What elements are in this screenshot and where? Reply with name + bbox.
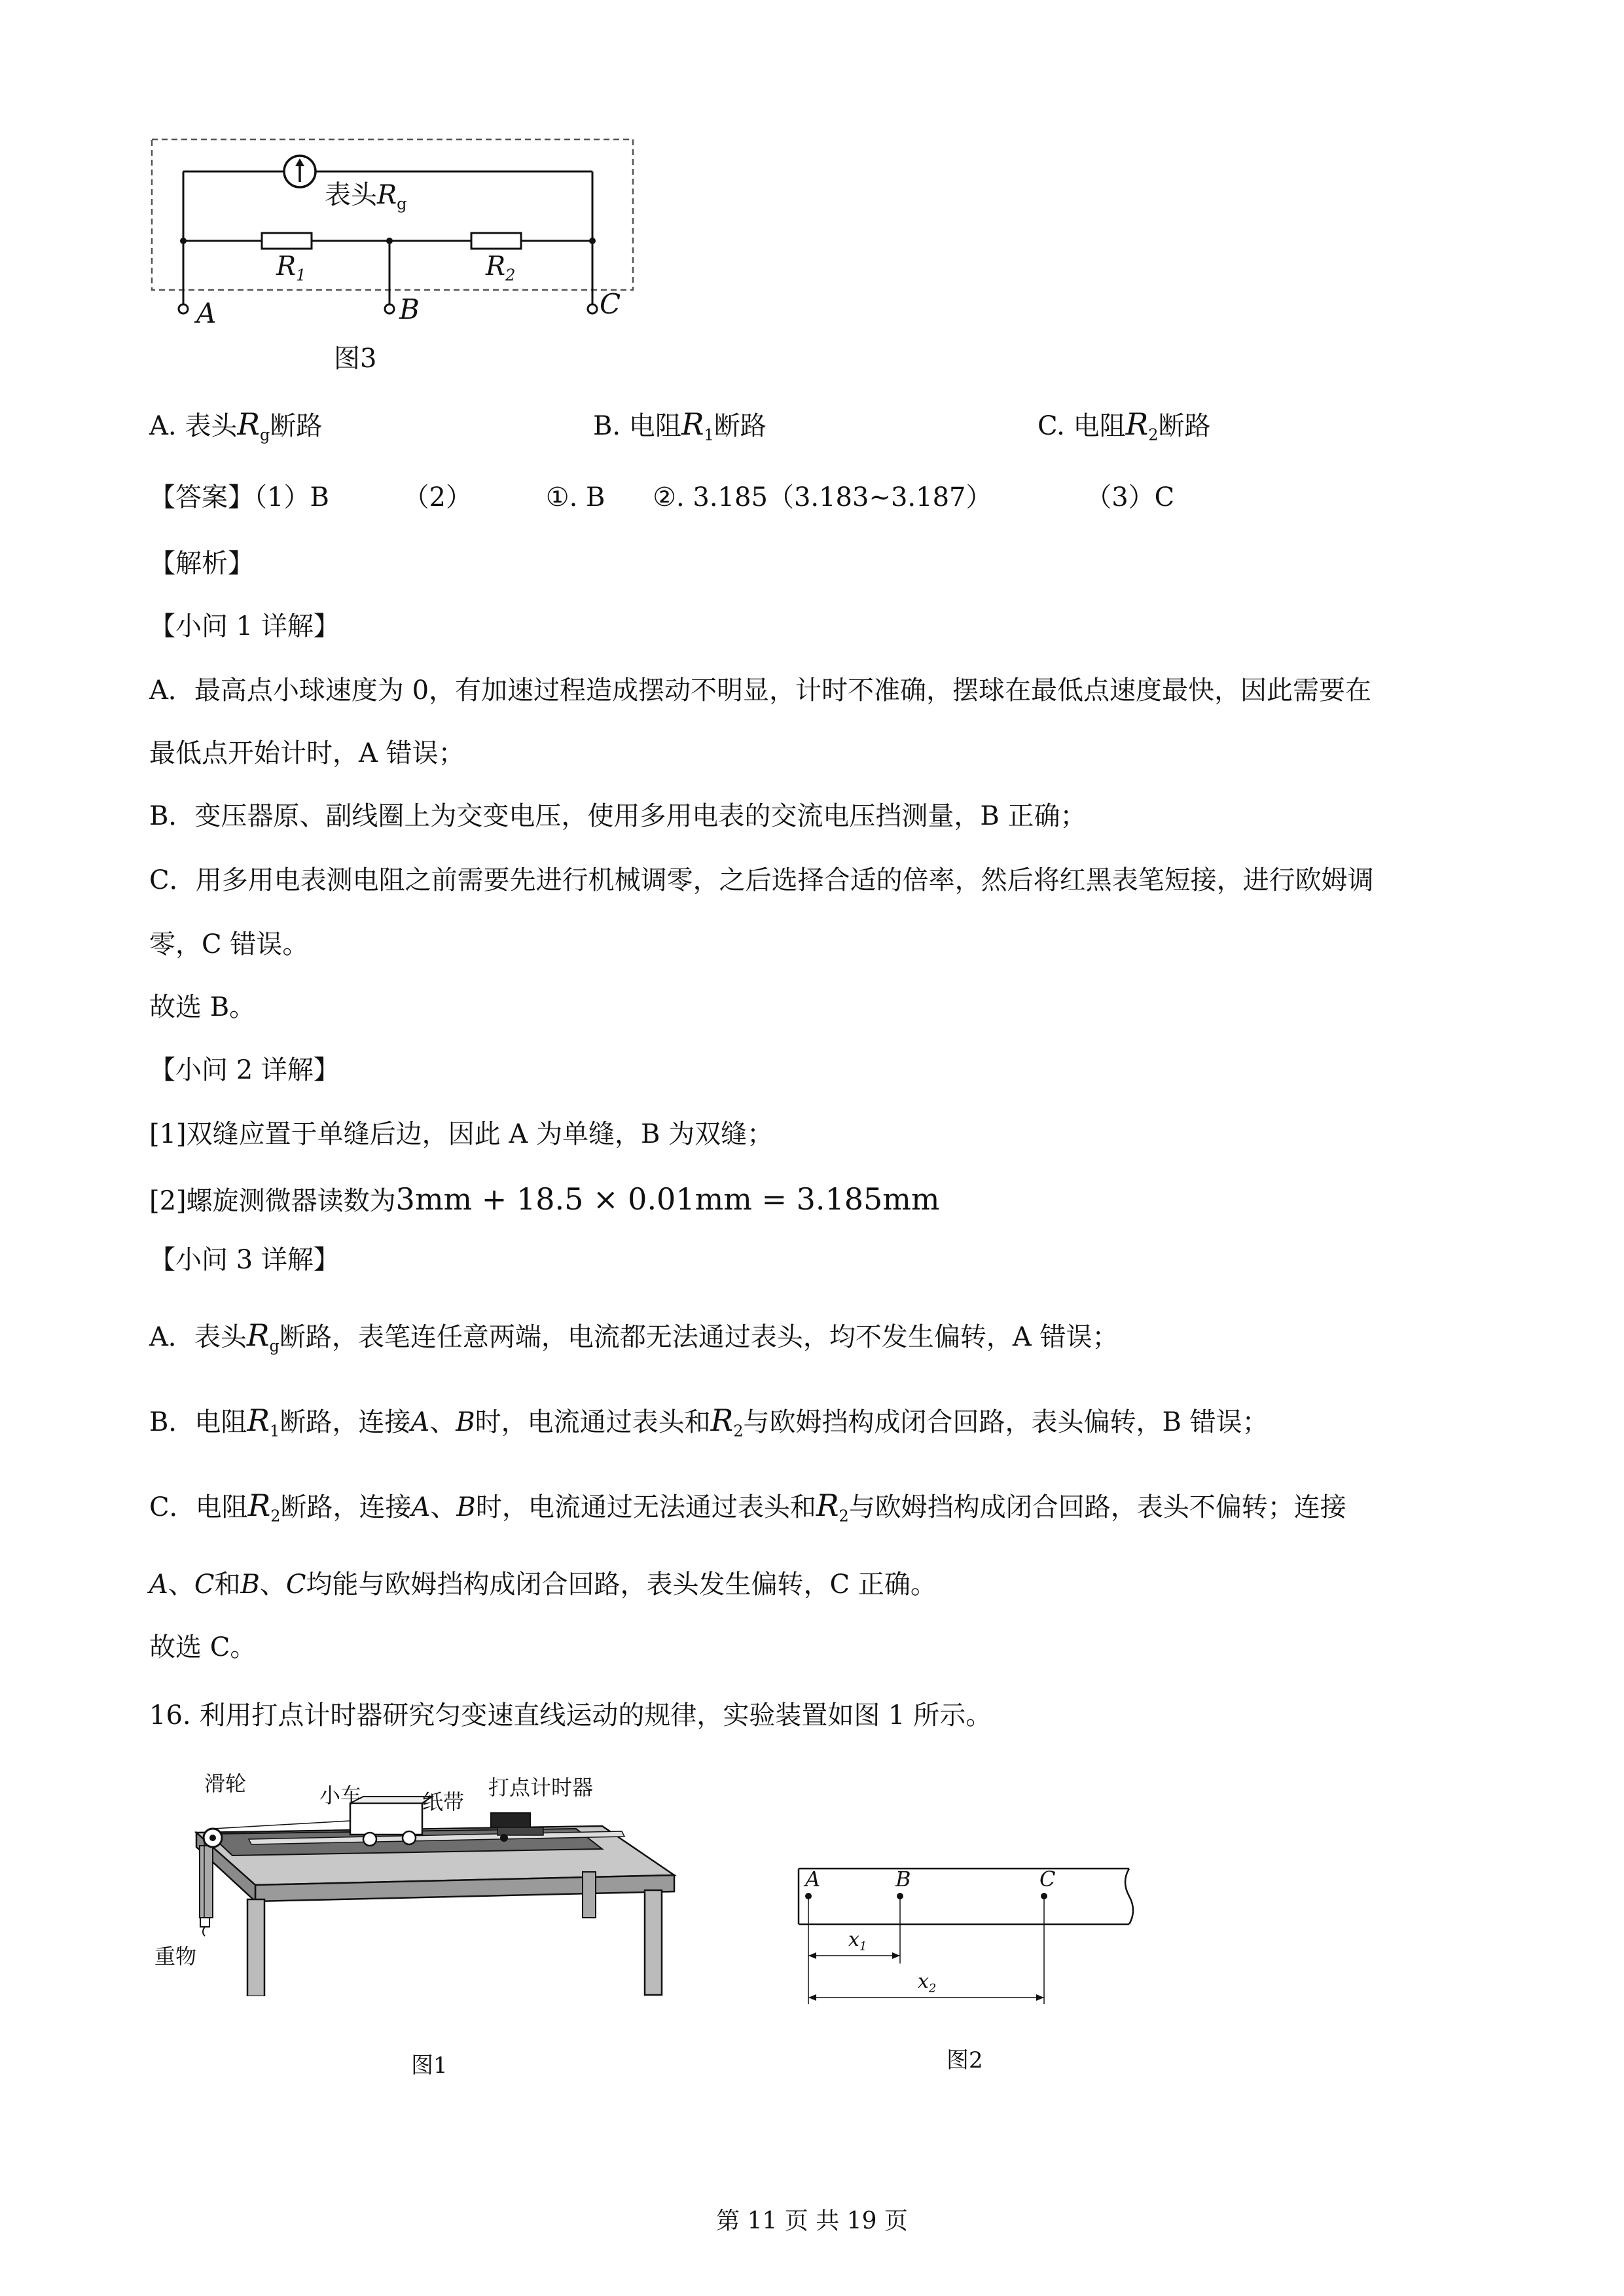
q2-line2: [2]螺旋测微器读数为3mm + 18.5 × 0.01mm = 3.185mm — [149, 1181, 940, 1217]
q2-line1: [1]双缝应置于单缝后边，因此 A 为单缝，B 为双缝； — [149, 1119, 774, 1149]
option-b: B. 电阻$R_1$断路 — [593, 406, 767, 444]
fig1-cart-label: 小车 — [319, 1783, 362, 1808]
fig1-weight-label: 重物 — [154, 1944, 197, 1969]
fig2-point-b: B — [895, 1867, 911, 1892]
q2-header: 【小问 2 详解】 — [149, 1055, 340, 1085]
analysis-label: 【解析】 — [149, 548, 254, 579]
q1-a-line1: A．最高点小球速度为 0，有加速过程造成摆动不明显，计时不准确，摆球在最低点速度最快，因此需要在 — [149, 675, 1372, 706]
figure2-caption: 图2 — [947, 2047, 983, 2073]
fig2-point-a: A — [805, 1867, 821, 1892]
figure2-tape — [785, 1852, 1152, 2029]
fig1-pulley-label: 滑轮 — [204, 1771, 247, 1796]
fig2-x2-label: $x_2$ — [918, 1970, 937, 1996]
r1-label: $R_1$ — [276, 251, 306, 285]
figure1-caption: 图1 — [411, 2053, 448, 2079]
q3-c-line2: A、C和B、C均能与欧姆挡构成闭合回路，表头发生偏转，C 正确。 — [149, 1570, 937, 1600]
option-a: A. 表头$R_g$断路 — [149, 406, 323, 444]
figure3-caption: 图3 — [334, 344, 377, 374]
option-c: C. 电阻$R_2$断路 — [1038, 406, 1211, 444]
q1-header: 【小问 1 详解】 — [149, 611, 340, 641]
r2-label: $R_2$ — [486, 251, 516, 285]
meter-label: 表头$R_g$ — [325, 180, 407, 213]
terminal-b-label: B — [399, 293, 420, 325]
q3-c-line1: C．电阻$R_2$断路，连接A、B时，电流通过无法通过表头和$R_2$与欧姆挡构成闭合回路，表头不偏转；连接 — [149, 1488, 1346, 1526]
q3-header: 【小问 3 详解】 — [149, 1245, 340, 1275]
q1-conclusion: 故选 B。 — [149, 992, 256, 1022]
q1-c-line2: 零，C 错误。 — [149, 929, 309, 960]
page-footer: 第 11 页 共 19 页 — [716, 2208, 908, 2234]
q3-conclusion: 故选 C。 — [149, 1632, 257, 1662]
q3-b-line: B．电阻$R_1$断路，连接A、B时，电流通过表头和$R_2$与欧姆挡构成闭合回路，表头偏转，B 错误； — [149, 1403, 1269, 1441]
q16-line: 16. 利用打点计时器研究匀变速直线运动的规律，实验装置如图 1 所示。 — [149, 1700, 992, 1731]
q1-c-line1: C．用多用电表测电阻之前需要先进行机械调零，之后选择合适的倍率，然后将红黑表笔短接，进行欧姆调 — [149, 865, 1374, 895]
terminal-a-label: A — [196, 297, 217, 329]
q3-a-line: A．表头$R_g$断路，表笔连任意两端，电流都无法通过表头，均不发生偏转，A 错误； — [149, 1318, 1119, 1355]
terminal-c-label: C — [600, 288, 621, 320]
q1-a-line2: 最低点开始计时，A 错误； — [149, 738, 465, 768]
q1-b-line: B．变压器原、副线圈上为交变电压，使用多用电表的交流电压挡测量，B 正确； — [149, 801, 1087, 831]
answer-line: 【答案】（1）B （2） ①. B ②. 3.185（3.183~3.187） （3）C — [149, 482, 1175, 512]
fig1-timer-label: 打点计时器 — [488, 1775, 594, 1800]
fig1-tape-label: 纸带 — [422, 1789, 465, 1814]
fig2-point-c: C — [1039, 1867, 1056, 1892]
fig2-x1-label: $x_1$ — [848, 1928, 867, 1954]
figure3-circuit — [144, 131, 641, 380]
